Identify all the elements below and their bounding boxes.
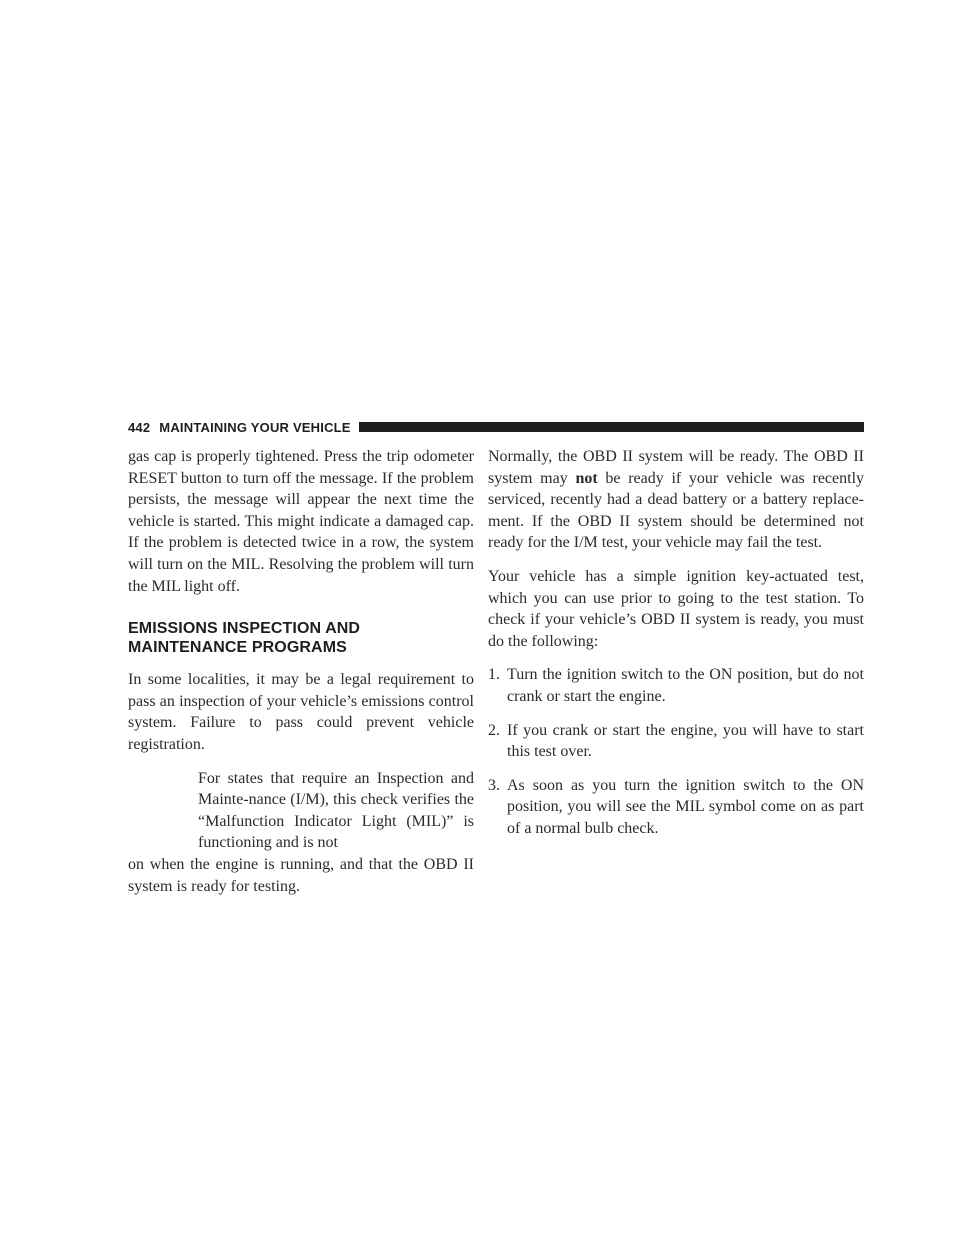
paragraph-continuation: on when the engine is running, and that the OBD II system is ready for testing. bbox=[128, 855, 474, 895]
paragraph-legal-requirement: In some localities, it may be a legal requirement to pass an inspection of your vehicle’s emissions control system. Failure to pass could prevent vehicle registration. bbox=[128, 671, 474, 753]
list-item bbox=[488, 664, 864, 707]
list-item bbox=[488, 720, 864, 763]
list-number: 3. bbox=[488, 776, 500, 794]
header-rule bbox=[359, 422, 864, 432]
list-text: Turn the ignition switch to the ON position, but do not crank or start the engine. bbox=[507, 666, 864, 705]
page-header bbox=[128, 418, 864, 436]
page-number: 442 bbox=[128, 419, 151, 435]
right-column bbox=[488, 446, 864, 852]
list-text: As soon as you turn the ignition switch to the ON position, you will see the MIL symbol come on as part of a normal bulb check. bbox=[507, 776, 864, 837]
list-item bbox=[488, 775, 864, 840]
text-segment: be ready if your vehicle was recently serviced, recently had a dead battery or a battery replace-ment. If the OBD II system should be determined not ready for the I/M test, your vehicle may fail the test. bbox=[488, 469, 865, 552]
paragraph-simple-test: Your vehicle has a simple ignition key-actuated test, which you can use prior to going to the test station. To check if your vehicle’s OBD II system is ready, you must do the following: bbox=[488, 567, 864, 650]
list-number: 2. bbox=[488, 721, 500, 739]
section-heading: EMISSIONS INSPECTION AND MAINTENANCE PROGRAMS bbox=[128, 620, 361, 657]
section-title: MAINTAINING YOUR VEHICLE bbox=[159, 419, 351, 435]
paragraph-obd-ready bbox=[488, 446, 864, 554]
indented-text: For states that require an Inspection and Mainte-nance (I/M), this check verifies the “Malfunction Indicator Light (MIL)” is functioning and is not bbox=[198, 769, 474, 852]
list-text: If you crank or start the engine, you will have to start this test over. bbox=[507, 721, 864, 761]
left-column bbox=[128, 446, 474, 909]
bold-text: not bbox=[575, 469, 598, 487]
list-number: 1. bbox=[488, 666, 500, 684]
text-segment: Normally, the OBD II system will be ready. The OBD II system may bbox=[488, 448, 864, 487]
paragraph-gas-cap: gas cap is properly tightened. Press the trip odometer RESET button to turn off the message. If the problem persists, the message will appear the next time the vehicle is started. This might indicate a damaged cap. If the problem is detected twice in a row, the system will turn on the MIL. Resolving the problem will turn the MIL light off. bbox=[128, 448, 474, 595]
paragraph-inspection bbox=[128, 768, 474, 898]
